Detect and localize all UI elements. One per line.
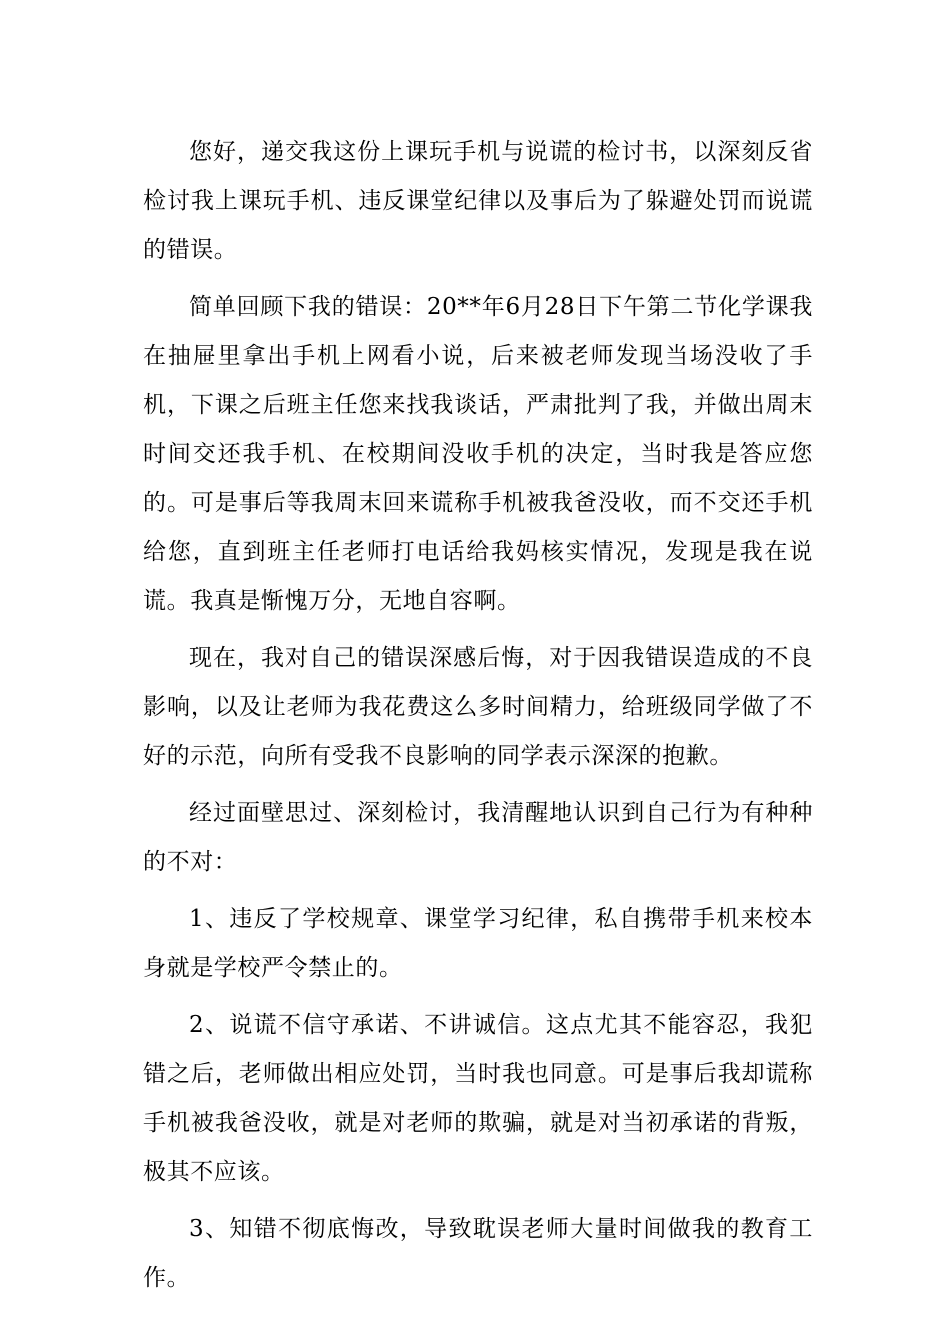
list-item-1: 1、违反了学校规章、课堂学习纪律，私自携带手机来校本身就是学校严令禁止的。 [143, 906, 813, 981]
paragraph-reflection: 经过面壁思过、深刻检讨，我清醒地认识到自己行为有种种的不对： [143, 800, 813, 875]
list-item-3: 3、知错不彻底悔改，导致耽误老师大量时间做我的教育工作。 [143, 1216, 813, 1291]
paragraph-greeting: 您好，递交我这份上课玩手机与说谎的检讨书，以深刻反省检讨我上课玩手机、违反课堂纪律以及事后为了躲避处罚而说谎的错误。 [143, 139, 813, 263]
list-item-2: 2、说谎不信守承诺、不讲诚信。这点尤其不能容忍，我犯错之后，老师做出相应处罚，当时我也同意。可是事后我却谎称手机被我爸没收，就是对老师的欺骗，就是对当初承诺的背叛，极其不应该。 [143, 1012, 813, 1185]
paragraph-regret: 现在，我对自己的错误深感后悔，对于因我错误造成的不良影响，以及让老师为我花费这么多时间精力，给班级同学做了不好的示范，向所有受我不良影响的同学表示深深的抱歉。 [143, 645, 813, 769]
document-body [143, 128, 813, 1311]
paragraph-review: 简单回顾下我的错误：20**年6月28日下午第二节化学课我在抽屉里拿出手机上网看小说，后来被老师发现当场没收了手机，下课之后班主任您来找我谈话，严肃批判了我，并做出周末时间交还我手机、在校期间没收手机的决定，当时我是答应您的。可是事后等我周末回来谎称手机被我爸没收，而不交还手机给您，直到班主任老师打电话给我妈核实情况，发现是我在说谎。我真是惭愧万分，无地自容啊。 [143, 294, 813, 614]
